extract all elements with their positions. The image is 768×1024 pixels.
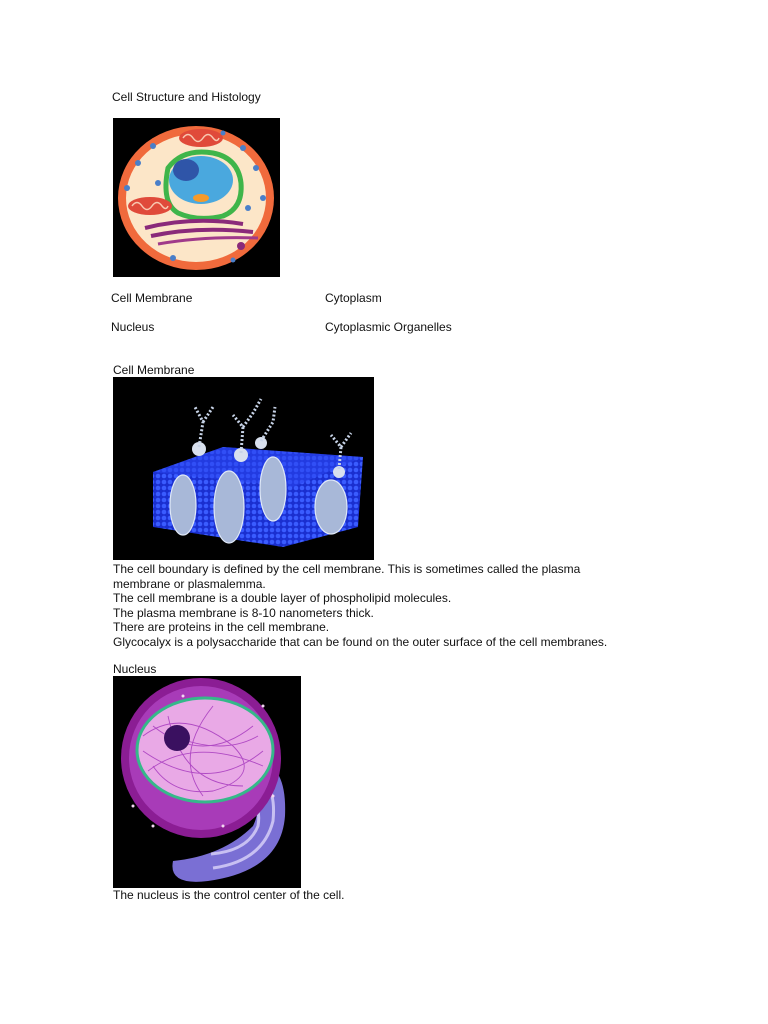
topic-nucleus: Nucleus — [111, 320, 155, 334]
membrane-line: The plasma membrane is 8-10 nanometers thick. — [113, 605, 374, 620]
nucleus-heading: Nucleus — [113, 662, 157, 676]
membrane-line: The cell membrane is a double layer of phospholipid molecules. — [113, 591, 452, 605]
cell-diagram-image — [113, 118, 280, 277]
nucleus-caption: The nucleus is the control center of the cell. — [113, 888, 345, 902]
membrane-line: Glycocalyx is a polysaccharide that can be found on the outer surface of the cell membranes. — [113, 634, 608, 649]
cell-membrane-image — [113, 377, 374, 560]
topic-cell-membrane: Cell Membrane — [111, 291, 193, 305]
membrane-heading: Cell Membrane — [113, 363, 195, 377]
membrane-line: The cell boundary is defined by the cell membrane. This is sometimes called the plasma — [113, 562, 581, 576]
topic-cytoplasmic-organelles: Cytoplasmic Organelles — [325, 320, 452, 334]
document-title: Cell Structure and Histology — [112, 90, 261, 104]
membrane-text — [113, 562, 673, 649]
topic-cytoplasm: Cytoplasm — [325, 291, 382, 305]
membrane-line: There are proteins in the cell membrane. — [113, 620, 330, 634]
membrane-line: membrane or plasmalemma. — [113, 576, 266, 591]
nucleus-image — [113, 676, 301, 888]
